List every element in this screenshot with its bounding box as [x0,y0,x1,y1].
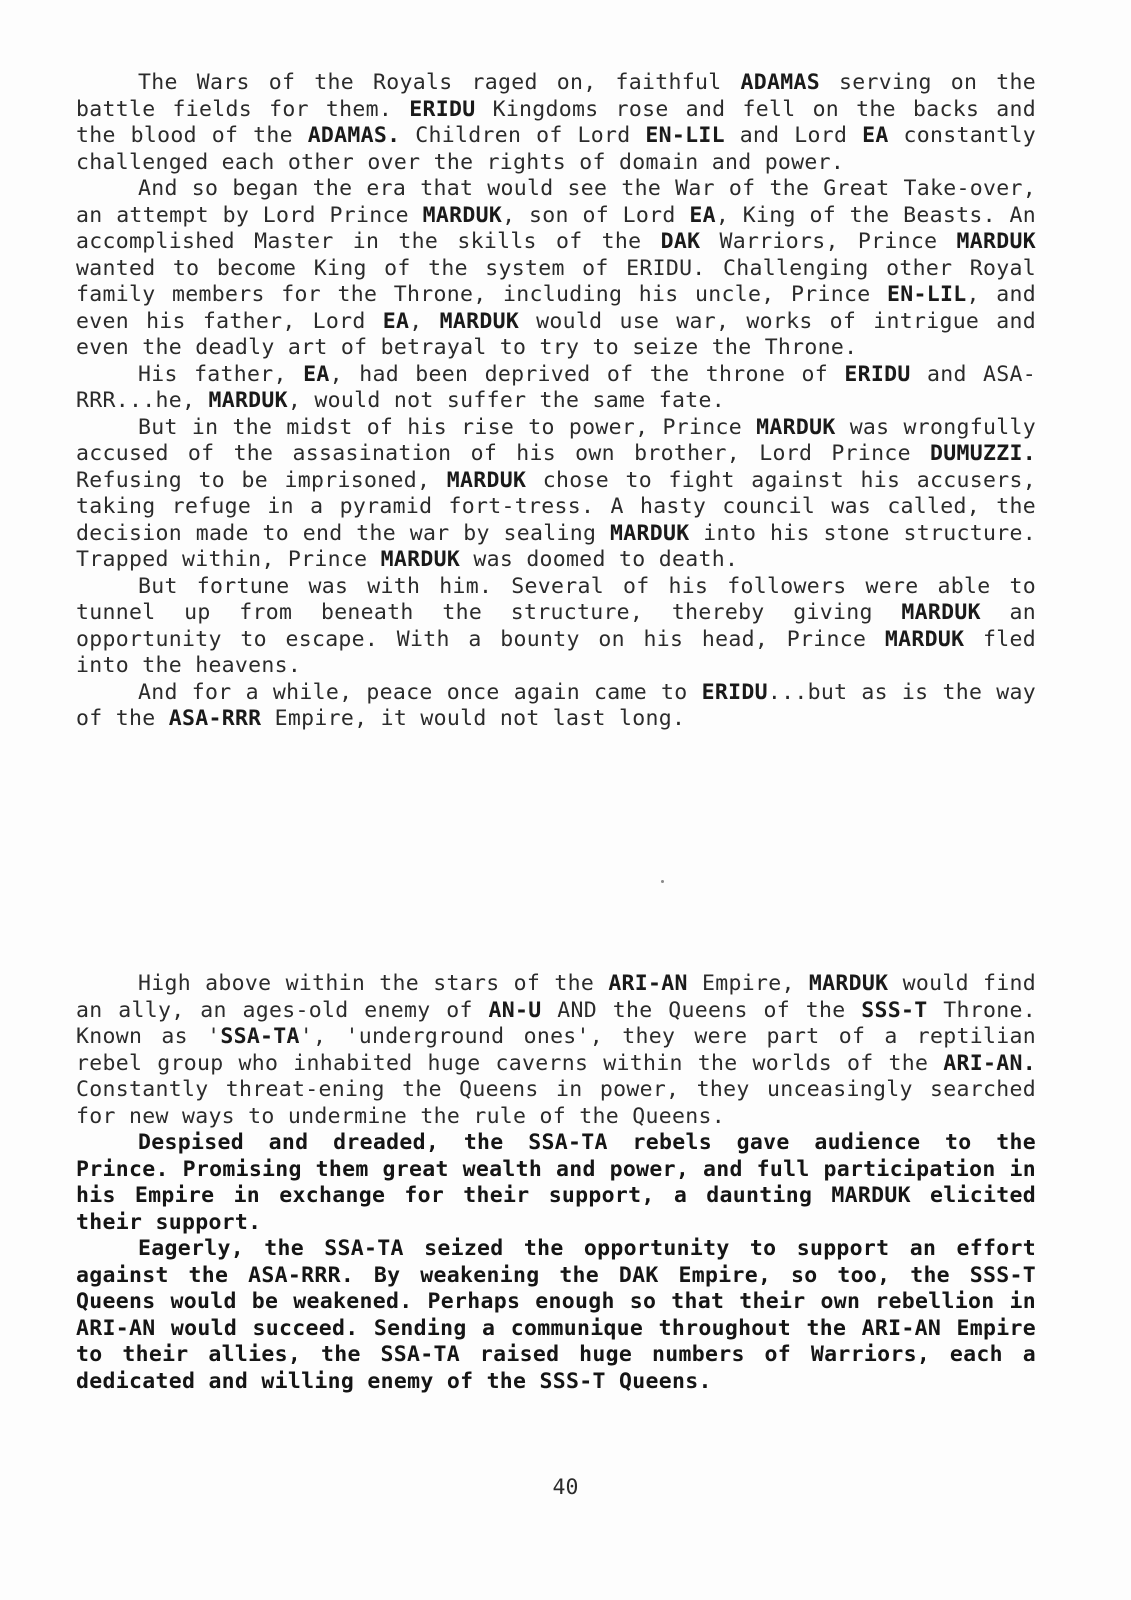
text-run: Warriors, Prince [700,229,957,254]
text-run: wanted to become King of the system of ERIDU. Challenging other Royal family members for the Throne, including his uncle, Prince [76,255,1036,307]
text-run: And for a while, peace once again came to [138,679,702,705]
emphasized-name: SSA-TA [220,1024,300,1049]
text-run: , and even his father, Lord [76,282,1036,334]
text-run: was wrongfully accused of the assasination of his own brother, Lord Prince [76,414,1036,466]
paragraph [76,1130,1036,1236]
emphasized-name: MARDUK [956,229,1036,254]
text-run: Kingdoms rose and fell on the backs and the blood of the [76,96,1037,148]
emphasized-name: ARI-AN [608,971,688,996]
paragraph [76,362,1036,415]
emphasized-name: EA [303,361,330,387]
text-run: Empire, [687,971,809,996]
paragraph [76,574,1036,680]
emphasized-name: MARDUK [422,202,503,228]
text-run: But in the midst of his rise to power, Prince [138,414,757,440]
emphasized-name: MARDUK [380,547,461,572]
text-run: , [409,308,440,334]
emphasized-name: ADAMAS [740,70,820,95]
text-run: into his stone structure. Trapped within, Prince [76,520,1036,572]
emphasized-name: EN-LIL [645,123,725,148]
paragraph [76,971,1036,1130]
emphasized-name: DUMUZZI. [930,441,1036,466]
text-run: Constantly threat-ening the Queens in power, they unceasingly searched for new ways to undermine the rule of the Queens. [76,1077,1036,1129]
text-run: Refusing to be imprisoned, [76,467,447,493]
text-run: , King of the Beasts. An accomplished Master in the skills of the [76,202,1036,254]
emphasized-name: ARI-AN. [943,1050,1036,1076]
text-run: , would not suffer the same fate. [287,388,725,413]
text-run: an opportunity to escape. With a bounty on his head, Prince [76,600,1037,652]
paragraph [76,680,1036,733]
scan-speck [661,880,664,883]
bold-text-run: Eagerly, the SSA-TA seized the opportunity to support an effort against the ASA-RRR. By weakening the DAK Empire, so too, the SSS-T Queens would be weakened. Perhaps enough so that their own rebellion in ARI-AN would succeed. Sending a communique throughout the ARI-AN Empire to their allies, the SSA-TA raised huge numbers of Warriors, each a dedicated and willing enemy of the SSS-T Queens. [76,1236,1036,1394]
emphasized-name: AN-U [488,997,542,1023]
paragraph [76,1236,1036,1395]
paragraph [76,70,1036,176]
emphasized-name: MARDUK [756,414,836,440]
text-run: chose to fight against his accusers, taking refuge in a pyramid fort-tress. A hasty council was called, the decision made to end the war by sealing [76,467,1037,546]
text-run: constantly challenged each other over the rights of domain and power. [76,123,1036,175]
text-section-1 [76,70,1036,733]
text-run: , son of Lord [502,202,690,228]
page-number: 40 [552,1475,579,1500]
text-run: But fortune was with him. Several of his followers were able to tunnel up from beneath the structure, thereby giving [76,573,1036,625]
emphasized-name: EA [862,123,889,148]
text-run: fled into the heavens. [76,626,1036,678]
paragraph [76,176,1036,362]
bold-text-run: Despised and dreaded, the SSA-TA rebels gave audience to the Prince. Promising them great wealth and power, and full participation in his Empire in exchange for their support, a daunting MARDUK elicited their support. [76,1130,1036,1235]
emphasized-name: MARDUK [884,626,965,652]
text-run: ...but as is the way of the [76,679,1036,731]
text-run: would use war, works of intrigue and even the deadly art of betrayal to try to seize the Throne. [76,308,1036,360]
emphasized-name: MARDUK [439,308,520,334]
text-run: AND the Queens of the [541,997,862,1023]
text-run: and ASA-RRR...he, [76,361,1037,413]
emphasized-name: MARDUK [446,467,527,493]
text-run: was doomed to death. [460,547,739,572]
emphasized-name: MARDUK [901,600,981,625]
emphasized-name: DAK [660,229,701,254]
text-run: The Wars of the Royals raged on, faithful [138,70,741,95]
emphasized-name: SSS-T [861,997,928,1023]
emphasized-name: ADAMAS. [307,123,401,148]
text-run: Children of Lord [400,123,646,148]
text-run: and Lord [724,123,863,148]
emphasized-name: ERIDU [844,361,911,387]
emphasized-name: MARDUK [808,971,889,996]
text-run: would find an ally, an ages-old enemy of [76,971,1037,1023]
emphasized-name: EA [689,202,716,228]
emphasized-name: ERIDU [409,96,476,122]
text-run: Empire, it would not last long. [261,706,686,731]
paragraph [76,415,1036,574]
emphasized-name: ASA-RRR [168,706,262,731]
emphasized-name: EA [382,308,410,334]
text-run: High above within the stars of the [138,971,609,996]
emphasized-name: EN-LIL [887,282,967,307]
text-run: , had been deprived of the throne of [329,361,845,387]
text-run: serving on the battle fields for them. [76,70,1036,122]
text-run: ', 'underground ones', they were part of a reptilian rebel group who inhabited huge caverns within the worlds of the [76,1024,1036,1076]
emphasized-name: MARDUK [208,388,288,413]
text-run: His father, [138,361,304,387]
text-run: And so began the era that would see the War of the Great Take-over, an attempt by Lord Prince [76,176,1036,228]
emphasized-name: MARDUK [610,520,690,546]
emphasized-name: ERIDU [701,679,768,705]
text-section-2 [76,971,1036,1395]
text-run: Throne. Known as ' [76,997,1036,1049]
